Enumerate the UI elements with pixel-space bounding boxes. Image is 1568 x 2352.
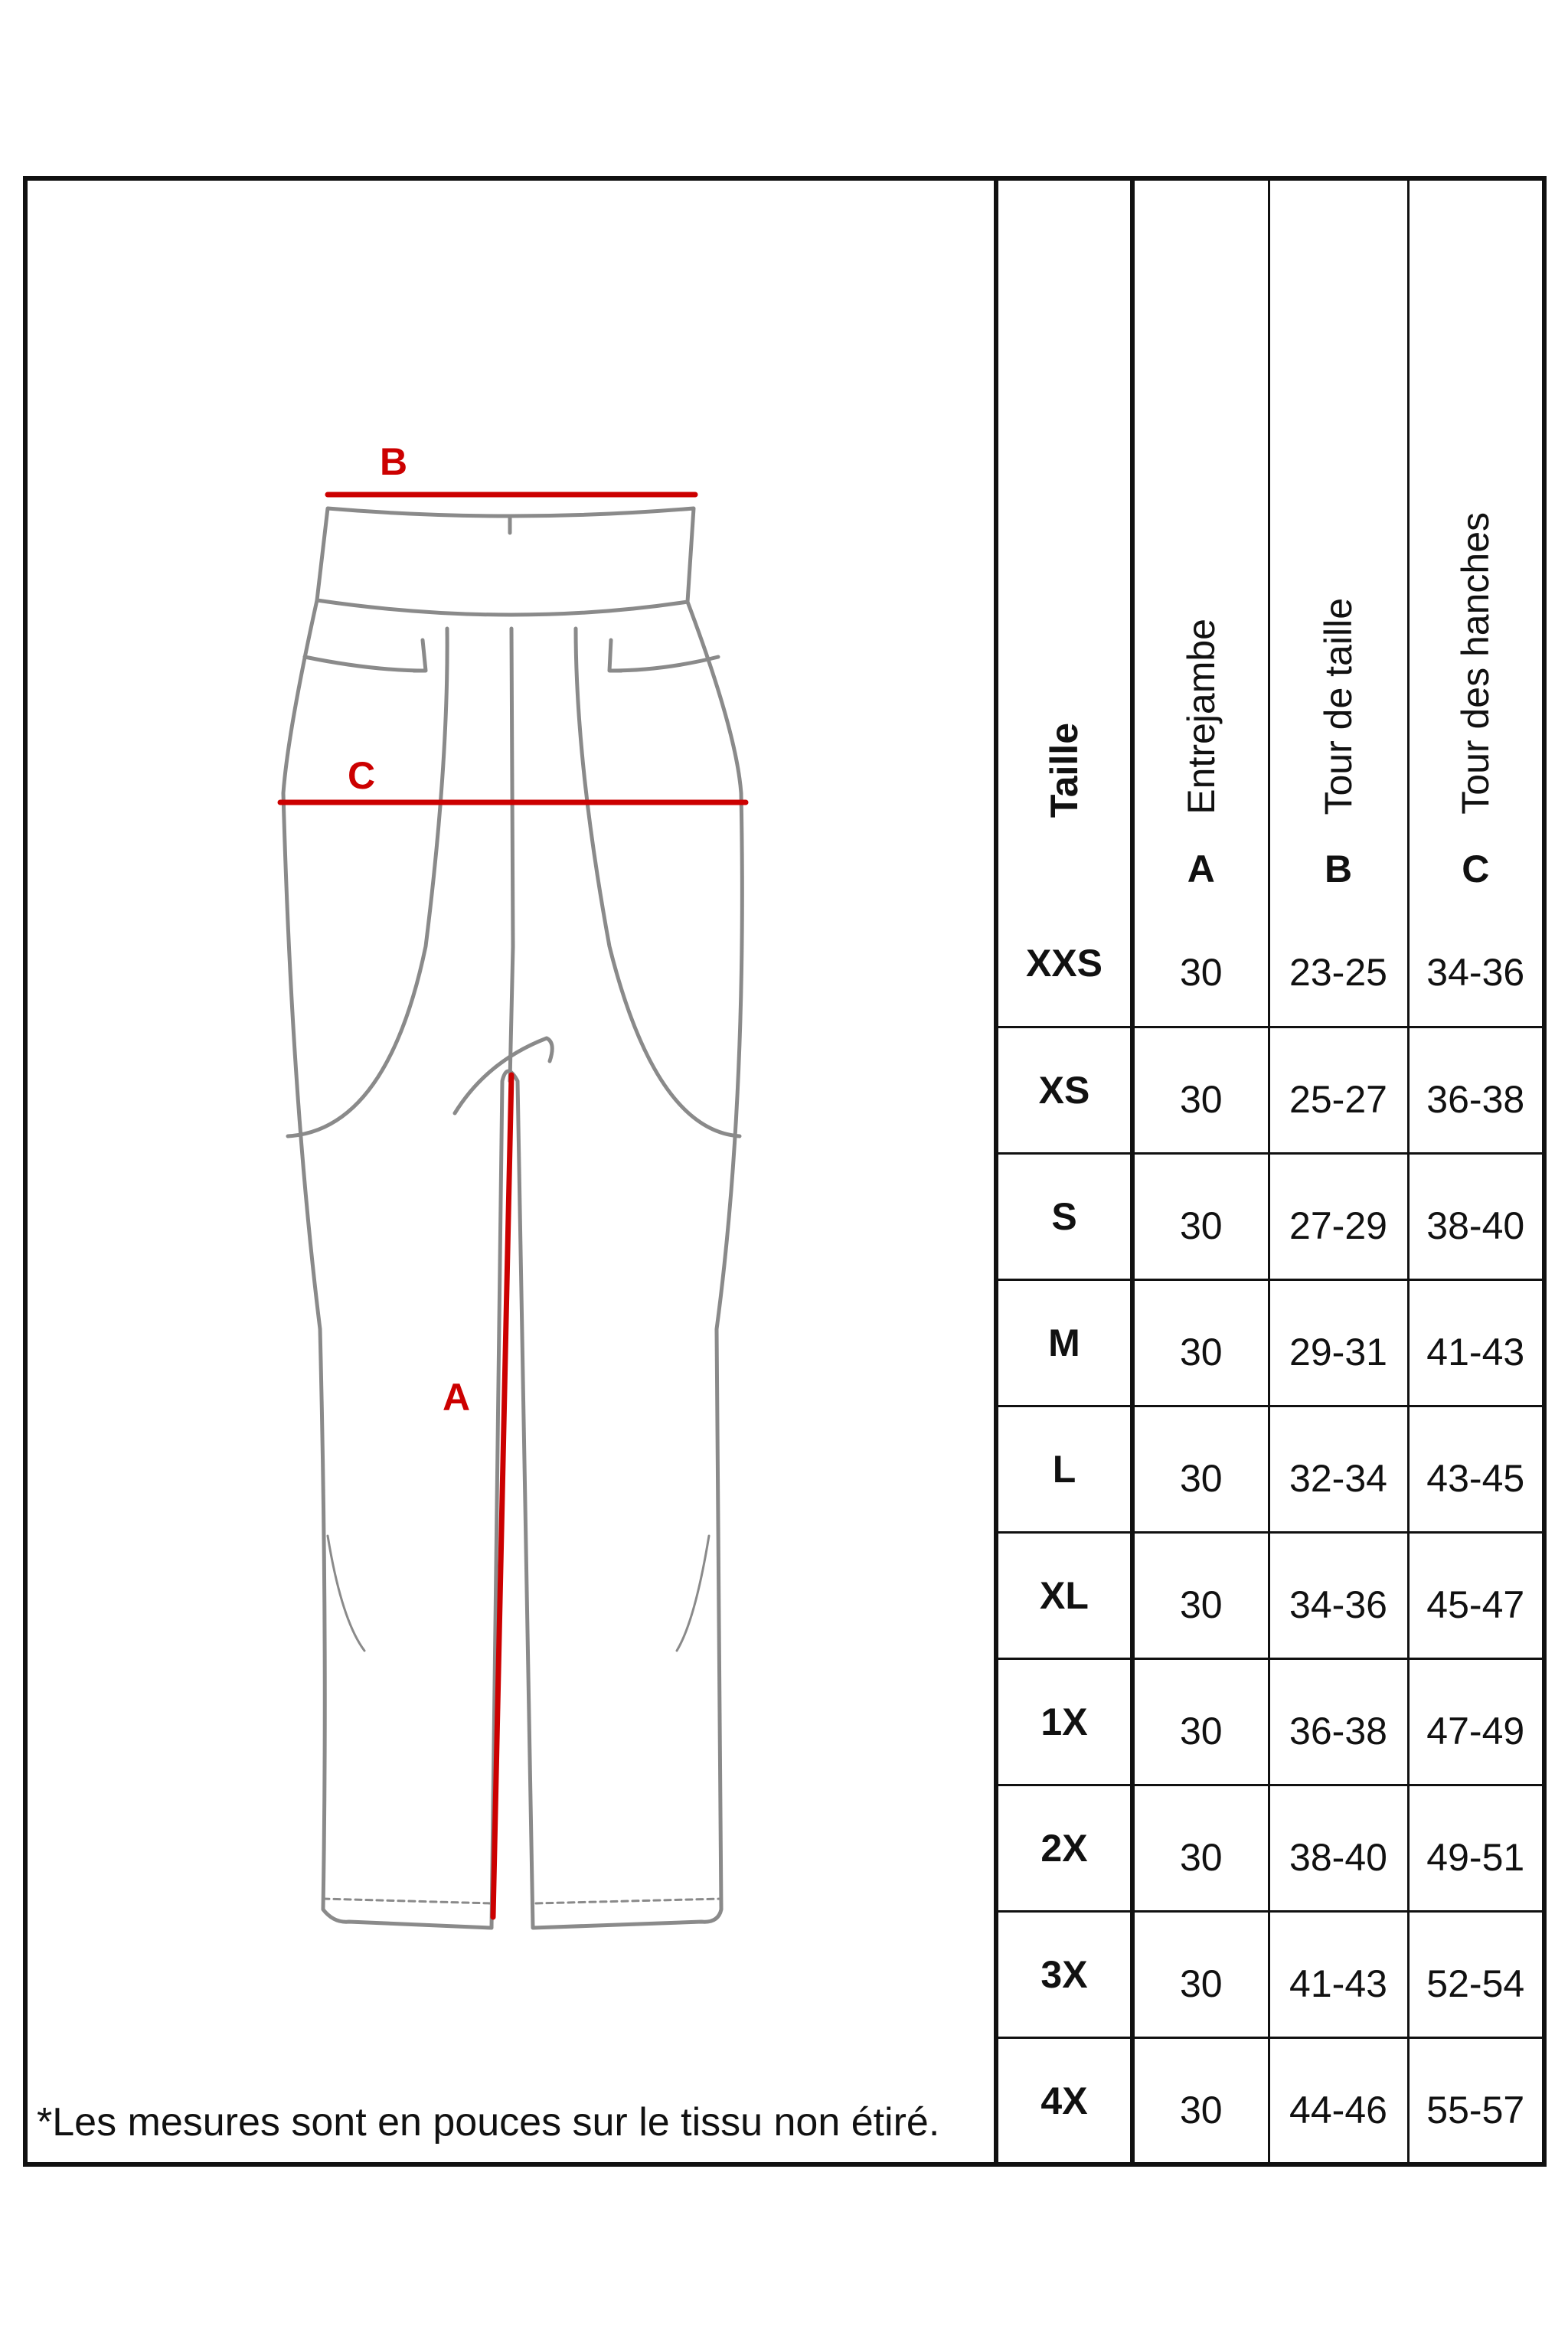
size-cell: 3X bbox=[998, 1911, 1132, 2037]
pants-diagram-panel bbox=[28, 181, 998, 2162]
table-row bbox=[998, 1532, 1542, 1658]
waist-cell: 27-29 bbox=[1269, 1153, 1408, 1279]
size-table bbox=[998, 181, 1542, 2164]
left-pocket-flap bbox=[305, 640, 426, 671]
left-pocket-edge bbox=[288, 629, 447, 1136]
right-knee-crease bbox=[677, 1536, 709, 1651]
header-size-label: Taille bbox=[1043, 722, 1086, 818]
inseam-cell: 30 bbox=[1132, 1279, 1269, 1406]
size-table-header bbox=[998, 181, 1542, 900]
table-row bbox=[998, 2037, 1542, 2164]
left-knee-crease bbox=[328, 1536, 364, 1651]
inseam-cell: 30 bbox=[1132, 2037, 1269, 2164]
header-waist-letter: B bbox=[1324, 848, 1353, 890]
table-row bbox=[998, 1406, 1542, 1532]
header-inseam-label: Entrejambe bbox=[1179, 619, 1223, 815]
left-hem-stitch bbox=[323, 1899, 492, 1903]
header-hips-label: Tour des hanches bbox=[1454, 512, 1498, 815]
measurement-footnote: *Les mesures sont en pouces sur le tissu non étiré. bbox=[37, 2100, 940, 2145]
size-cell: L bbox=[998, 1406, 1132, 1532]
header-hips-letter: C bbox=[1462, 848, 1490, 890]
hips-cell: 36-38 bbox=[1408, 1027, 1542, 1153]
inseam-cell: 30 bbox=[1132, 1027, 1269, 1153]
header-inseam-letter: A bbox=[1187, 848, 1215, 890]
hips-cell: 47-49 bbox=[1408, 1658, 1542, 1785]
waist-cell: 34-36 bbox=[1269, 1532, 1408, 1658]
table-row bbox=[998, 1911, 1542, 2037]
waistband bbox=[317, 508, 694, 615]
fly-seam bbox=[510, 629, 513, 1081]
header-size bbox=[998, 181, 1132, 900]
hips-cell: 34-36 bbox=[1408, 900, 1542, 1027]
measure-label-a: A bbox=[443, 1376, 471, 1419]
header-hips bbox=[1408, 181, 1542, 900]
inseam-cell: 30 bbox=[1132, 1406, 1269, 1532]
measure-label-c: C bbox=[348, 754, 376, 797]
waist-cell: 25-27 bbox=[1269, 1027, 1408, 1153]
inseam-cell: 30 bbox=[1132, 1911, 1269, 2037]
waist-cell: 23-25 bbox=[1269, 900, 1408, 1027]
waist-cell: 36-38 bbox=[1269, 1658, 1408, 1785]
size-cell: XS bbox=[998, 1027, 1132, 1153]
hips-cell: 38-40 bbox=[1408, 1153, 1542, 1279]
hips-cell: 52-54 bbox=[1408, 1911, 1542, 2037]
size-cell: S bbox=[998, 1153, 1132, 1279]
header-waist-label: Tour de taille bbox=[1317, 597, 1360, 815]
table-row bbox=[998, 1153, 1542, 1279]
waist-cell: 44-46 bbox=[1269, 2037, 1408, 2164]
measure-label-b: B bbox=[380, 440, 408, 483]
inseam-cell: 30 bbox=[1132, 1658, 1269, 1785]
size-cell: 4X bbox=[998, 2037, 1132, 2164]
table-row bbox=[998, 1658, 1542, 1785]
size-cell: XXS bbox=[998, 900, 1132, 1027]
inseam-cell: 30 bbox=[1132, 1785, 1269, 1911]
inseam-cell: 30 bbox=[1132, 1153, 1269, 1279]
header-inseam bbox=[1132, 181, 1269, 900]
hips-cell: 43-45 bbox=[1408, 1406, 1542, 1532]
waist-cell: 38-40 bbox=[1269, 1785, 1408, 1911]
inseam-cell: 30 bbox=[1132, 1532, 1269, 1658]
inseam-cell: 30 bbox=[1132, 900, 1269, 1027]
table-row bbox=[998, 1279, 1542, 1406]
size-cell: M bbox=[998, 1279, 1132, 1406]
waist-cell: 41-43 bbox=[1269, 1911, 1408, 2037]
size-cell: XL bbox=[998, 1532, 1132, 1658]
waist-cell: 29-31 bbox=[1269, 1279, 1408, 1406]
size-chart-sheet bbox=[23, 176, 1547, 2167]
waist-cell: 32-34 bbox=[1269, 1406, 1408, 1532]
table-row bbox=[998, 900, 1542, 1027]
header-waist bbox=[1269, 181, 1408, 900]
pants-outline-drawing bbox=[28, 181, 994, 2162]
size-cell: 1X bbox=[998, 1658, 1132, 1785]
table-row bbox=[998, 1027, 1542, 1153]
right-hem-stitch bbox=[536, 1899, 721, 1903]
hips-cell: 45-47 bbox=[1408, 1532, 1542, 1658]
right-pocket-edge bbox=[576, 629, 740, 1136]
table-row bbox=[998, 1785, 1542, 1911]
hips-cell: 55-57 bbox=[1408, 2037, 1542, 2164]
size-cell: 2X bbox=[998, 1785, 1132, 1911]
hips-cell: 49-51 bbox=[1408, 1785, 1542, 1911]
hips-cell: 41-43 bbox=[1408, 1279, 1542, 1406]
